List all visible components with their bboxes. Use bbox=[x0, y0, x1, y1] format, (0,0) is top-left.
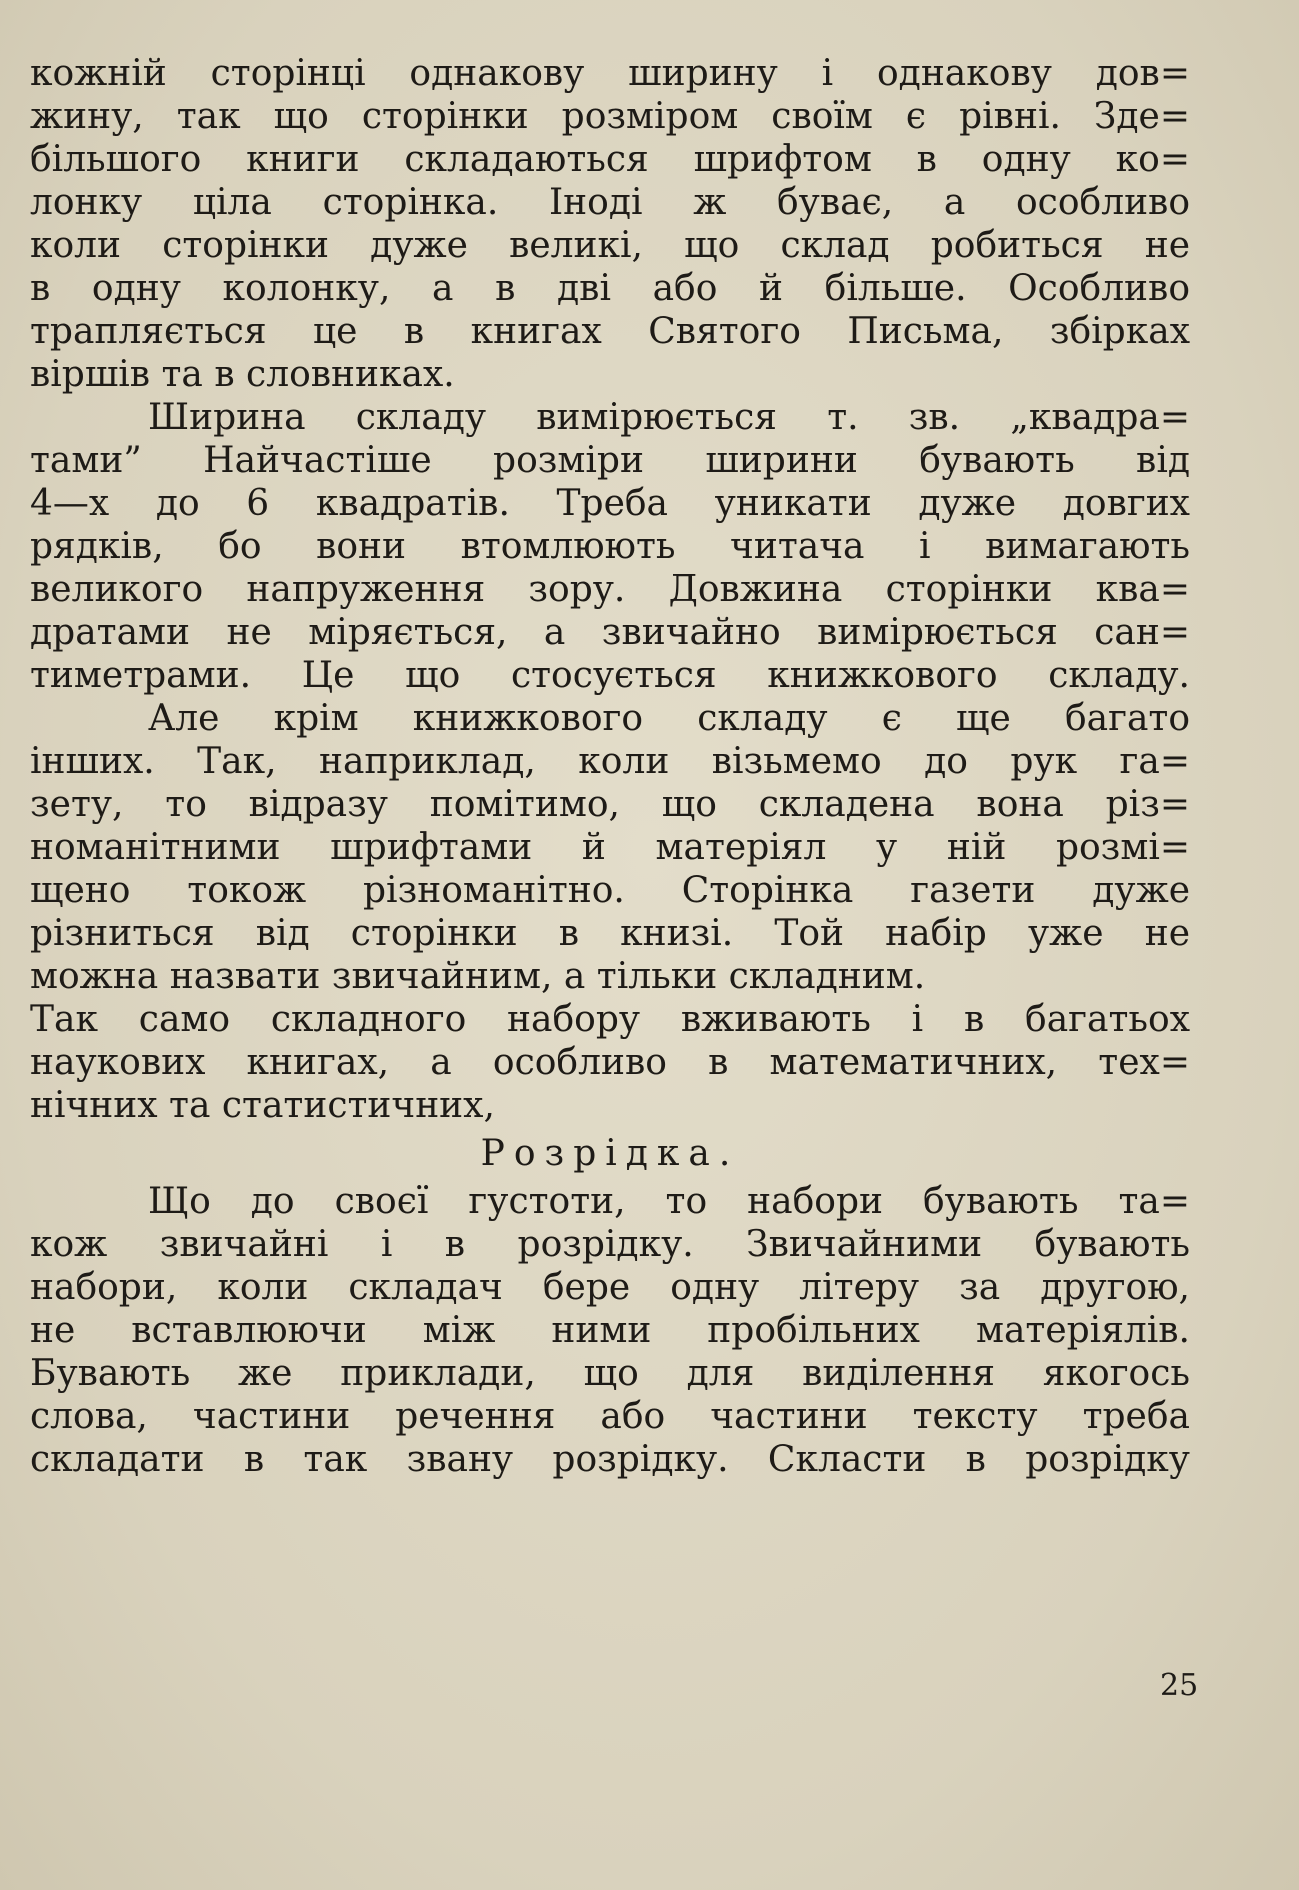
text-line: складати в так звану розрідку. Скласти в розрідку bbox=[30, 1439, 1190, 1480]
text-line: зету, то відразу помітимо, що складена вона різ= bbox=[30, 784, 1190, 825]
text-line: номанітними шрифтами й матеріял у ній розмі= bbox=[30, 827, 1190, 868]
text-line: можна назвати звичайним, а тільки складним. bbox=[30, 956, 926, 997]
text-line: Ширина складу вимірюється т. зв. „квадра= bbox=[148, 397, 1190, 438]
text-line: Так само складного набору вживають і в багатьох bbox=[30, 999, 1190, 1040]
text-line: коли сторінки дуже великі, що склад робиться не bbox=[30, 225, 1190, 266]
text-line: нічних та статистичних, bbox=[30, 1085, 495, 1126]
text-line: рядків, бо вони втомлюють читача і вимагають bbox=[30, 526, 1190, 567]
text-line: трапляється це в книгах Святого Письма, збірках bbox=[30, 311, 1190, 352]
text-line: слова, частини речення або частини тексту треба bbox=[30, 1396, 1190, 1437]
text-line: великого напруження зору. Довжина сторінки ква= bbox=[30, 569, 1190, 610]
text-line: різниться від сторінки в книзі. Той набір уже не bbox=[30, 913, 1190, 954]
page-body-text bbox=[30, 52, 1190, 1481]
text-line: лонку ціла сторінка. Іноді ж буває, а особливо bbox=[30, 182, 1190, 223]
text-line: віршів та в словниках. bbox=[30, 354, 455, 395]
text-line: 4—х до 6 квадратів. Треба уникати дуже довгих bbox=[30, 483, 1190, 524]
text-line: не вставлюючи між ними пробільних матеріялів. bbox=[30, 1310, 1190, 1351]
text-line: Але крім книжкового складу є ще багато bbox=[148, 698, 1190, 739]
text-line: тами” Найчастіше розміри ширини бувають від bbox=[30, 440, 1190, 481]
text-line: щено токож різноманітно. Сторінка газети дуже bbox=[30, 870, 1190, 911]
text-line: кож звичайні і в розрідку. Звичайними бувають bbox=[30, 1224, 1190, 1265]
text-line: інших. Так, наприклад, коли візьмемо до рук га= bbox=[30, 741, 1190, 782]
text-line: в одну колонку, а в дві або й більше. Особливо bbox=[30, 268, 1190, 309]
page-number: 25 bbox=[1160, 1668, 1199, 1703]
text-line: кожній сторінці однакову ширину і однакову дов= bbox=[30, 53, 1190, 94]
text-line: Бувають же приклади, що для виділення якогось bbox=[30, 1353, 1190, 1394]
text-line: набори, коли складач бере одну літеру за другою, bbox=[30, 1267, 1190, 1308]
text-line: наукових книгах, а особливо в математичних, тех= bbox=[30, 1042, 1190, 1083]
text-line: дратами не міряється, а звичайно вимірюється сан= bbox=[30, 612, 1190, 653]
text-line: Що до своєї густоти, то набори бувають та= bbox=[148, 1181, 1190, 1222]
text-line: жину, так що сторінки розміром своїм є рівні. Зде= bbox=[30, 96, 1190, 137]
section-heading: Розрідка. bbox=[480, 1133, 740, 1174]
text-line: тиметрами. Це що стосується книжкового складу. bbox=[30, 655, 1190, 696]
text-line: більшого книги складаються шрифтом в одну ко= bbox=[30, 139, 1190, 180]
